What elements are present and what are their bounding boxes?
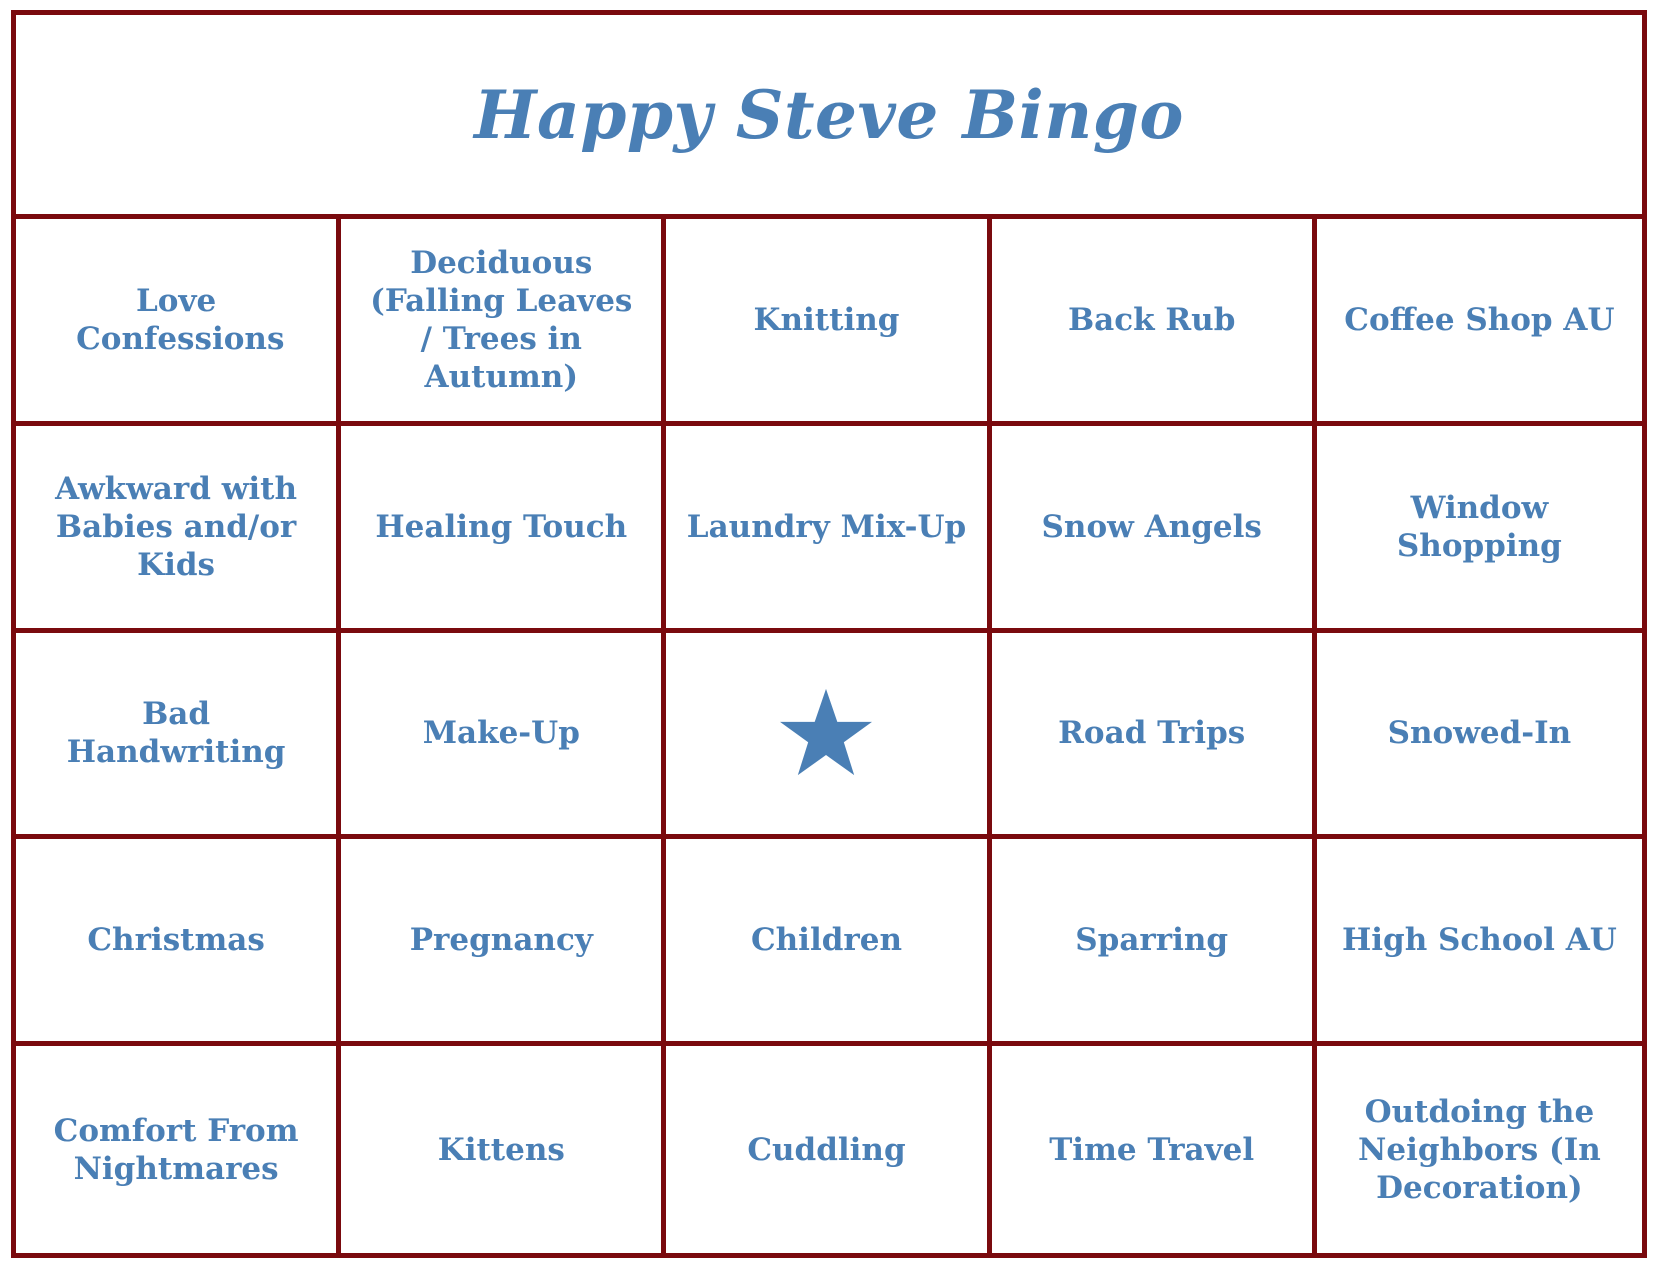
cell-label: Cuddling — [747, 1131, 906, 1168]
cell-label: Bad Handwriting — [66, 696, 286, 771]
bingo-cell-4-2[interactable] — [341, 839, 666, 1046]
bingo-cell-5-3[interactable] — [666, 1046, 991, 1253]
bingo-cell-5-1[interactable] — [16, 1046, 341, 1253]
star-icon — [778, 687, 874, 779]
cell-label: Awkward with Babies and/or Kids — [55, 470, 298, 583]
bingo-cell-1-2[interactable] — [341, 219, 666, 426]
bingo-cell-3-5[interactable] — [1317, 633, 1642, 840]
cell-label: Laundry Mix-Up — [686, 508, 967, 545]
cell-label: High School AU — [1341, 922, 1617, 959]
bingo-cell-5-5[interactable] — [1317, 1046, 1642, 1253]
cell-label: Knitting — [753, 301, 900, 338]
bingo-cell-4-3[interactable] — [666, 839, 991, 1046]
cell-label: Snow Angels — [1041, 508, 1262, 545]
cell-label: Make-Up — [422, 715, 580, 752]
bingo-cell-1-4[interactable] — [992, 219, 1317, 426]
cell-label: Coffee Shop AU — [1344, 301, 1615, 338]
bingo-board — [11, 10, 1647, 1258]
bingo-cell-3-1[interactable] — [16, 633, 341, 840]
page-title: Happy Steve Bingo — [474, 75, 1184, 154]
cell-label: Deciduous (Falling Leaves / Trees in Autumn) — [370, 244, 633, 395]
cell-label: Pregnancy — [409, 922, 593, 959]
bingo-cell-4-1[interactable] — [16, 839, 341, 1046]
bingo-cell-2-4[interactable] — [992, 426, 1317, 633]
bingo-cell-2-1[interactable] — [16, 426, 341, 633]
bingo-cell-3-4[interactable] — [992, 633, 1317, 840]
bingo-cell-2-5[interactable] — [1317, 426, 1642, 633]
cell-label: Children — [750, 922, 903, 959]
bingo-cell-3-2[interactable] — [341, 633, 666, 840]
cell-label: Road Trips — [1058, 715, 1246, 752]
cell-label: Window Shopping — [1396, 489, 1562, 564]
bingo-cell-1-5[interactable] — [1317, 219, 1642, 426]
bingo-cell-1-3[interactable] — [666, 219, 991, 426]
bingo-cell-1-1[interactable] — [16, 219, 341, 426]
cell-label: Back Rub — [1067, 301, 1236, 338]
bingo-cell-2-3[interactable] — [666, 426, 991, 633]
cell-label: Christmas — [87, 922, 265, 959]
bingo-cell-2-2[interactable] — [341, 426, 666, 633]
free-space-cell[interactable] — [666, 633, 991, 840]
cell-label: Healing Touch — [375, 508, 628, 545]
bingo-cell-5-4[interactable] — [992, 1046, 1317, 1253]
cell-label: Snowed-In — [1387, 715, 1572, 752]
cell-label: Time Travel — [1049, 1131, 1255, 1168]
bingo-cell-4-5[interactable] — [1317, 839, 1642, 1046]
bingo-cell-4-4[interactable] — [992, 839, 1317, 1046]
title-cell — [16, 15, 1642, 219]
cell-label: Love Confessions — [76, 282, 285, 357]
cell-label: Sparring — [1075, 922, 1229, 959]
bingo-cell-5-2[interactable] — [341, 1046, 666, 1253]
cell-label: Kittens — [437, 1131, 565, 1168]
cell-label: Outdoing the Neighbors (In Decoration) — [1358, 1093, 1601, 1206]
cell-label: Comfort From Nightmares — [53, 1112, 299, 1187]
